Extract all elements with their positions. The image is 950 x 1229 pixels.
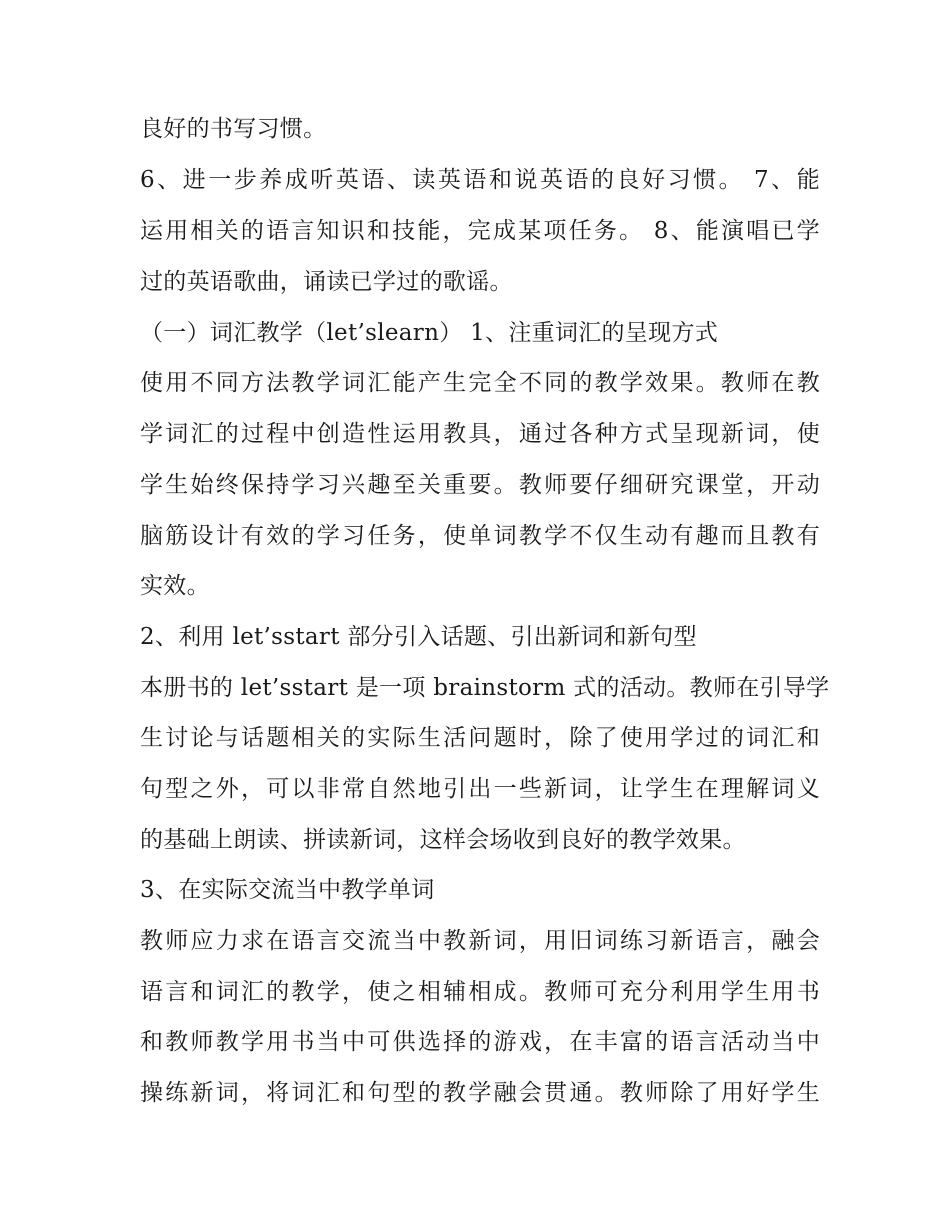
text-line: 操练新词，将词汇和句型的教学融会贯通。教师除了用好学生 — [140, 1080, 820, 1106]
text-line: 6、进一步养成听英语、读英语和说英语的良好习惯。 7、能 — [140, 167, 820, 193]
text-line: 句型之外，可以非常自然地引出一些新词，让学生在理解词义 — [140, 776, 820, 802]
text-line: 过的英语歌曲，诵读已学过的歌谣。 — [140, 269, 513, 295]
text-line: 脑筋设计有效的学习任务，使单词教学不仅生动有趣而且教有 — [140, 523, 820, 549]
text-line: 和教师教学用书当中可供选择的游戏，在丰富的语言活动当中 — [140, 1029, 820, 1055]
text-line: 运用相关的语言知识和技能，完成某项任务。 8、能演唱已学 — [140, 218, 820, 244]
text-line: 学生始终保持学习兴趣至关重要。教师要仔细研究课堂，开动 — [140, 472, 820, 498]
text-line: 3、在实际交流当中教学单词 — [140, 877, 435, 903]
text-line: 学词汇的过程中创造性运用教具，通过各种方式呈现新词，使 — [140, 421, 820, 447]
text-line: 教师应力求在语言交流当中教新词，用旧词练习新语言，融会 — [140, 928, 820, 954]
text-line: 语言和词汇的教学，使之相辅相成。教师可充分利用学生用书 — [140, 979, 820, 1005]
text-line: 实效。 — [140, 573, 210, 599]
text-line: 生讨论与话题相关的实际生活问题时，除了使用学过的词汇和 — [140, 725, 820, 751]
text-line: 良好的书写习惯。 — [140, 116, 327, 142]
text-line: （一）词汇教学（let’slearn） 1、注重词汇的呈现方式 — [140, 320, 719, 346]
text-line: 2、利用 let’sstart 部分引入话题、引出新词和新句型 — [140, 624, 697, 650]
text-line: 使用不同方法教学词汇能产生完全不同的教学效果。教师在教 — [140, 370, 820, 396]
text-line: 的基础上朗读、拼读新词，这样会场收到良好的教学效果。 — [140, 827, 746, 853]
text-line: 本册书的 let’sstart 是一项 brainstorm 式的活动。教师在引导学 — [140, 675, 830, 701]
